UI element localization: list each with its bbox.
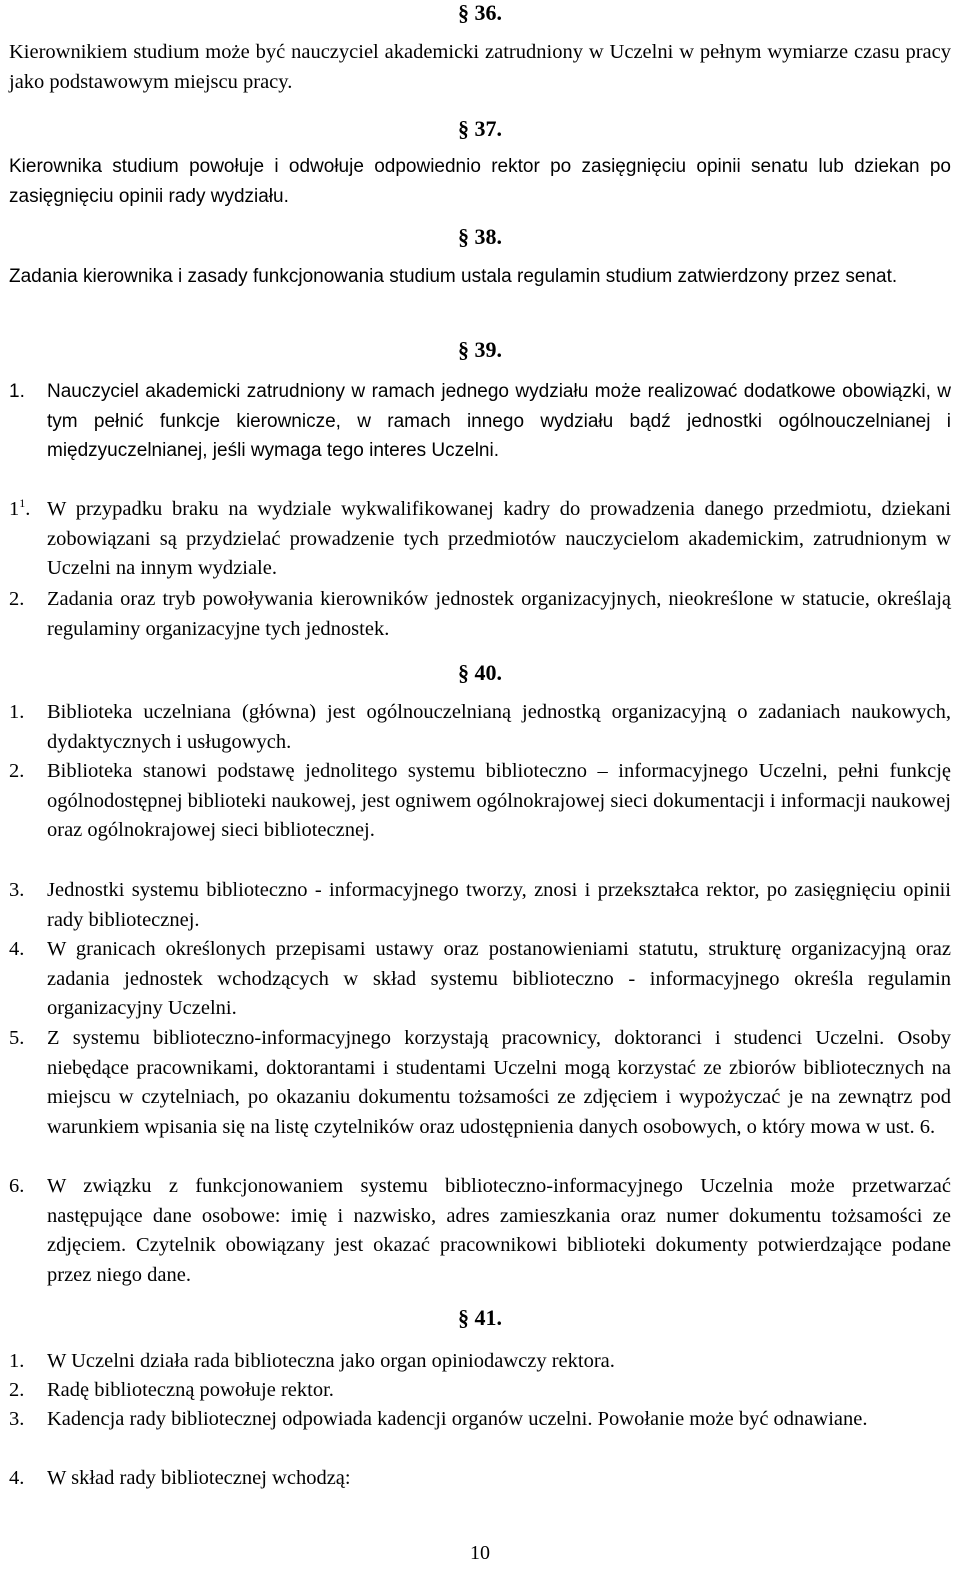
list-item [9, 1024, 951, 1142]
item-text: Z systemu biblioteczno-informacyjnego korzystają pracownicy, doktoranci i studenci Uczelni. Osoby niebędące pracownikami, doktorantami i studentami Uczelni mogą korzystać ze zbiorów bibliotecznych na miejscu w czytelniach, po okazaniu dokumentu tożsamości ze zdjęciem i wypożyczać je na zewnątrz pod warunkiem wpisania się na listę czytelników oraz udostępnienia danych osobowych, o który mowa w ust. 6. [47, 1027, 951, 1138]
item-text: Biblioteka uczelniana (główna) jest ogólnouczelnianą jednostką organizacyjną o zadaniach naukowych, dydaktycznych i usługowych. [47, 701, 951, 753]
item-text: W Uczelni działa rada biblioteczna jako organ opiniodawczy rektora. [47, 1350, 615, 1372]
list-item [9, 1405, 951, 1435]
item-number: 6. [9, 1175, 25, 1197]
section-heading-39: § 39. [458, 337, 502, 362]
list-item [9, 377, 951, 466]
item-number: 1. [9, 701, 25, 723]
item-number: 3. [9, 879, 25, 901]
list-item [9, 876, 951, 935]
item-text: W granicach określonych przepisami ustawy oraz postanowieniami statutu, strukturę organizacyjną oraz zadania jednostek wchodzących w skład systemu biblioteczno - informacyjnego określa regulamin organizacyjny Uczelni. [47, 938, 951, 1019]
item-text: Biblioteka stanowi podstawę jednolitego systemu biblioteczno – informacyjnego Uczelni, pełni funkcję ogólnodostępnej biblioteki naukowej, jest ogniwem ogólnokrajowej sieci dokumentacji i informacji naukowej oraz ogólnokrajowej sieci bibliotecznej. [47, 760, 951, 841]
item-number: 1. [9, 1350, 25, 1372]
section-heading-38: § 38. [458, 224, 502, 249]
list-item [9, 1376, 951, 1406]
list-item [9, 1347, 951, 1377]
list-item [9, 698, 951, 757]
item-text: Jednostki systemu biblioteczno - informacyjnego tworzy, znosi i przekształca rektor, po zasięgnięciu opinii rady bibliotecznej. [47, 879, 951, 931]
section-heading-36: § 36. [458, 0, 502, 25]
page-number: 10 [470, 1542, 490, 1564]
list-item [9, 757, 951, 846]
item-text: Radę biblioteczną powołuje rektor. [47, 1379, 334, 1401]
item-number: 4. [9, 1467, 25, 1489]
item-text: Kadencja rady bibliotecznej odpowiada kadencji organów uczelni. Powołanie może być odnawiane. [47, 1408, 868, 1430]
section-heading-41: § 41. [458, 1305, 502, 1330]
item-number: 4. [9, 938, 25, 960]
item-number: 5. [9, 1027, 25, 1049]
list-item [9, 495, 951, 584]
item-text: Nauczyciel akademicki zatrudniony w ramach jednego wydziału może realizować dodatkowe obowiązki, w tym pełnić funkcje kierownicze, w ramach innego wydziału bądź jednostki ogólnouczelnianej i międzyuczelnianej, jeśli wymaga tego interes Uczelni. [47, 381, 951, 461]
item-text: W przypadku braku na wydziale wykwalifikowanej kadry do prowadzenia danego przedmiotu, dziekani zobowiązani są przydzielać prowadzenie tych przedmiotów nauczycielom akademickim, zatrudnionym w Uczelni na innym wydziale. [47, 498, 951, 579]
item-number: 2. [9, 760, 25, 782]
item-text: W skład rady bibliotecznej wchodzą: [47, 1467, 351, 1489]
section-heading-37: § 37. [458, 116, 502, 141]
item-number: 2. [9, 588, 25, 610]
item-number: 3. [9, 1408, 25, 1430]
item-text: W związku z funkcjonowaniem systemu biblioteczno-informacyjnego Uczelnia może przetwarzać następujące dane osobowe: imię i nazwisko, adres zamieszkania oraz numer dokumentu tożsamości ze zdjęciem. Czytelnik obowiązany jest okazać pracownikowi biblioteki dokumenty potwierdzające podane przez niego dane. [47, 1175, 951, 1286]
list-item [9, 1464, 951, 1494]
item-number: 2. [9, 1379, 25, 1401]
item-number: $1^1$. [9, 496, 31, 520]
section-heading-40: § 40. [458, 660, 502, 685]
list-item [9, 585, 951, 644]
item-text: Zadania oraz tryb powoływania kierowników jednostek organizacyjnych, nieokreślone w statucie, określają regulaminy organizacyjne tych jednostek. [47, 588, 951, 640]
section-text-36: Kierownikiem studium może być nauczyciel akademicki zatrudniony w Uczelni w pełnym wymiarze czasu pracy jako podstawowym miejscu pracy. [9, 41, 951, 93]
section-text-38: Zadania kierownika i zasady funkcjonowania studium ustala regulamin studium zatwierdzony przez senat. [9, 266, 898, 287]
list-item [9, 1172, 951, 1290]
list-item [9, 935, 951, 1024]
item-number: 1. [9, 381, 25, 402]
section-text-37: Kierownika studium powołuje i odwołuje odpowiednio rektor po zasięgnięciu opinii senatu lub dziekan po zasięgnięciu opinii rady wydziału. [9, 156, 951, 207]
